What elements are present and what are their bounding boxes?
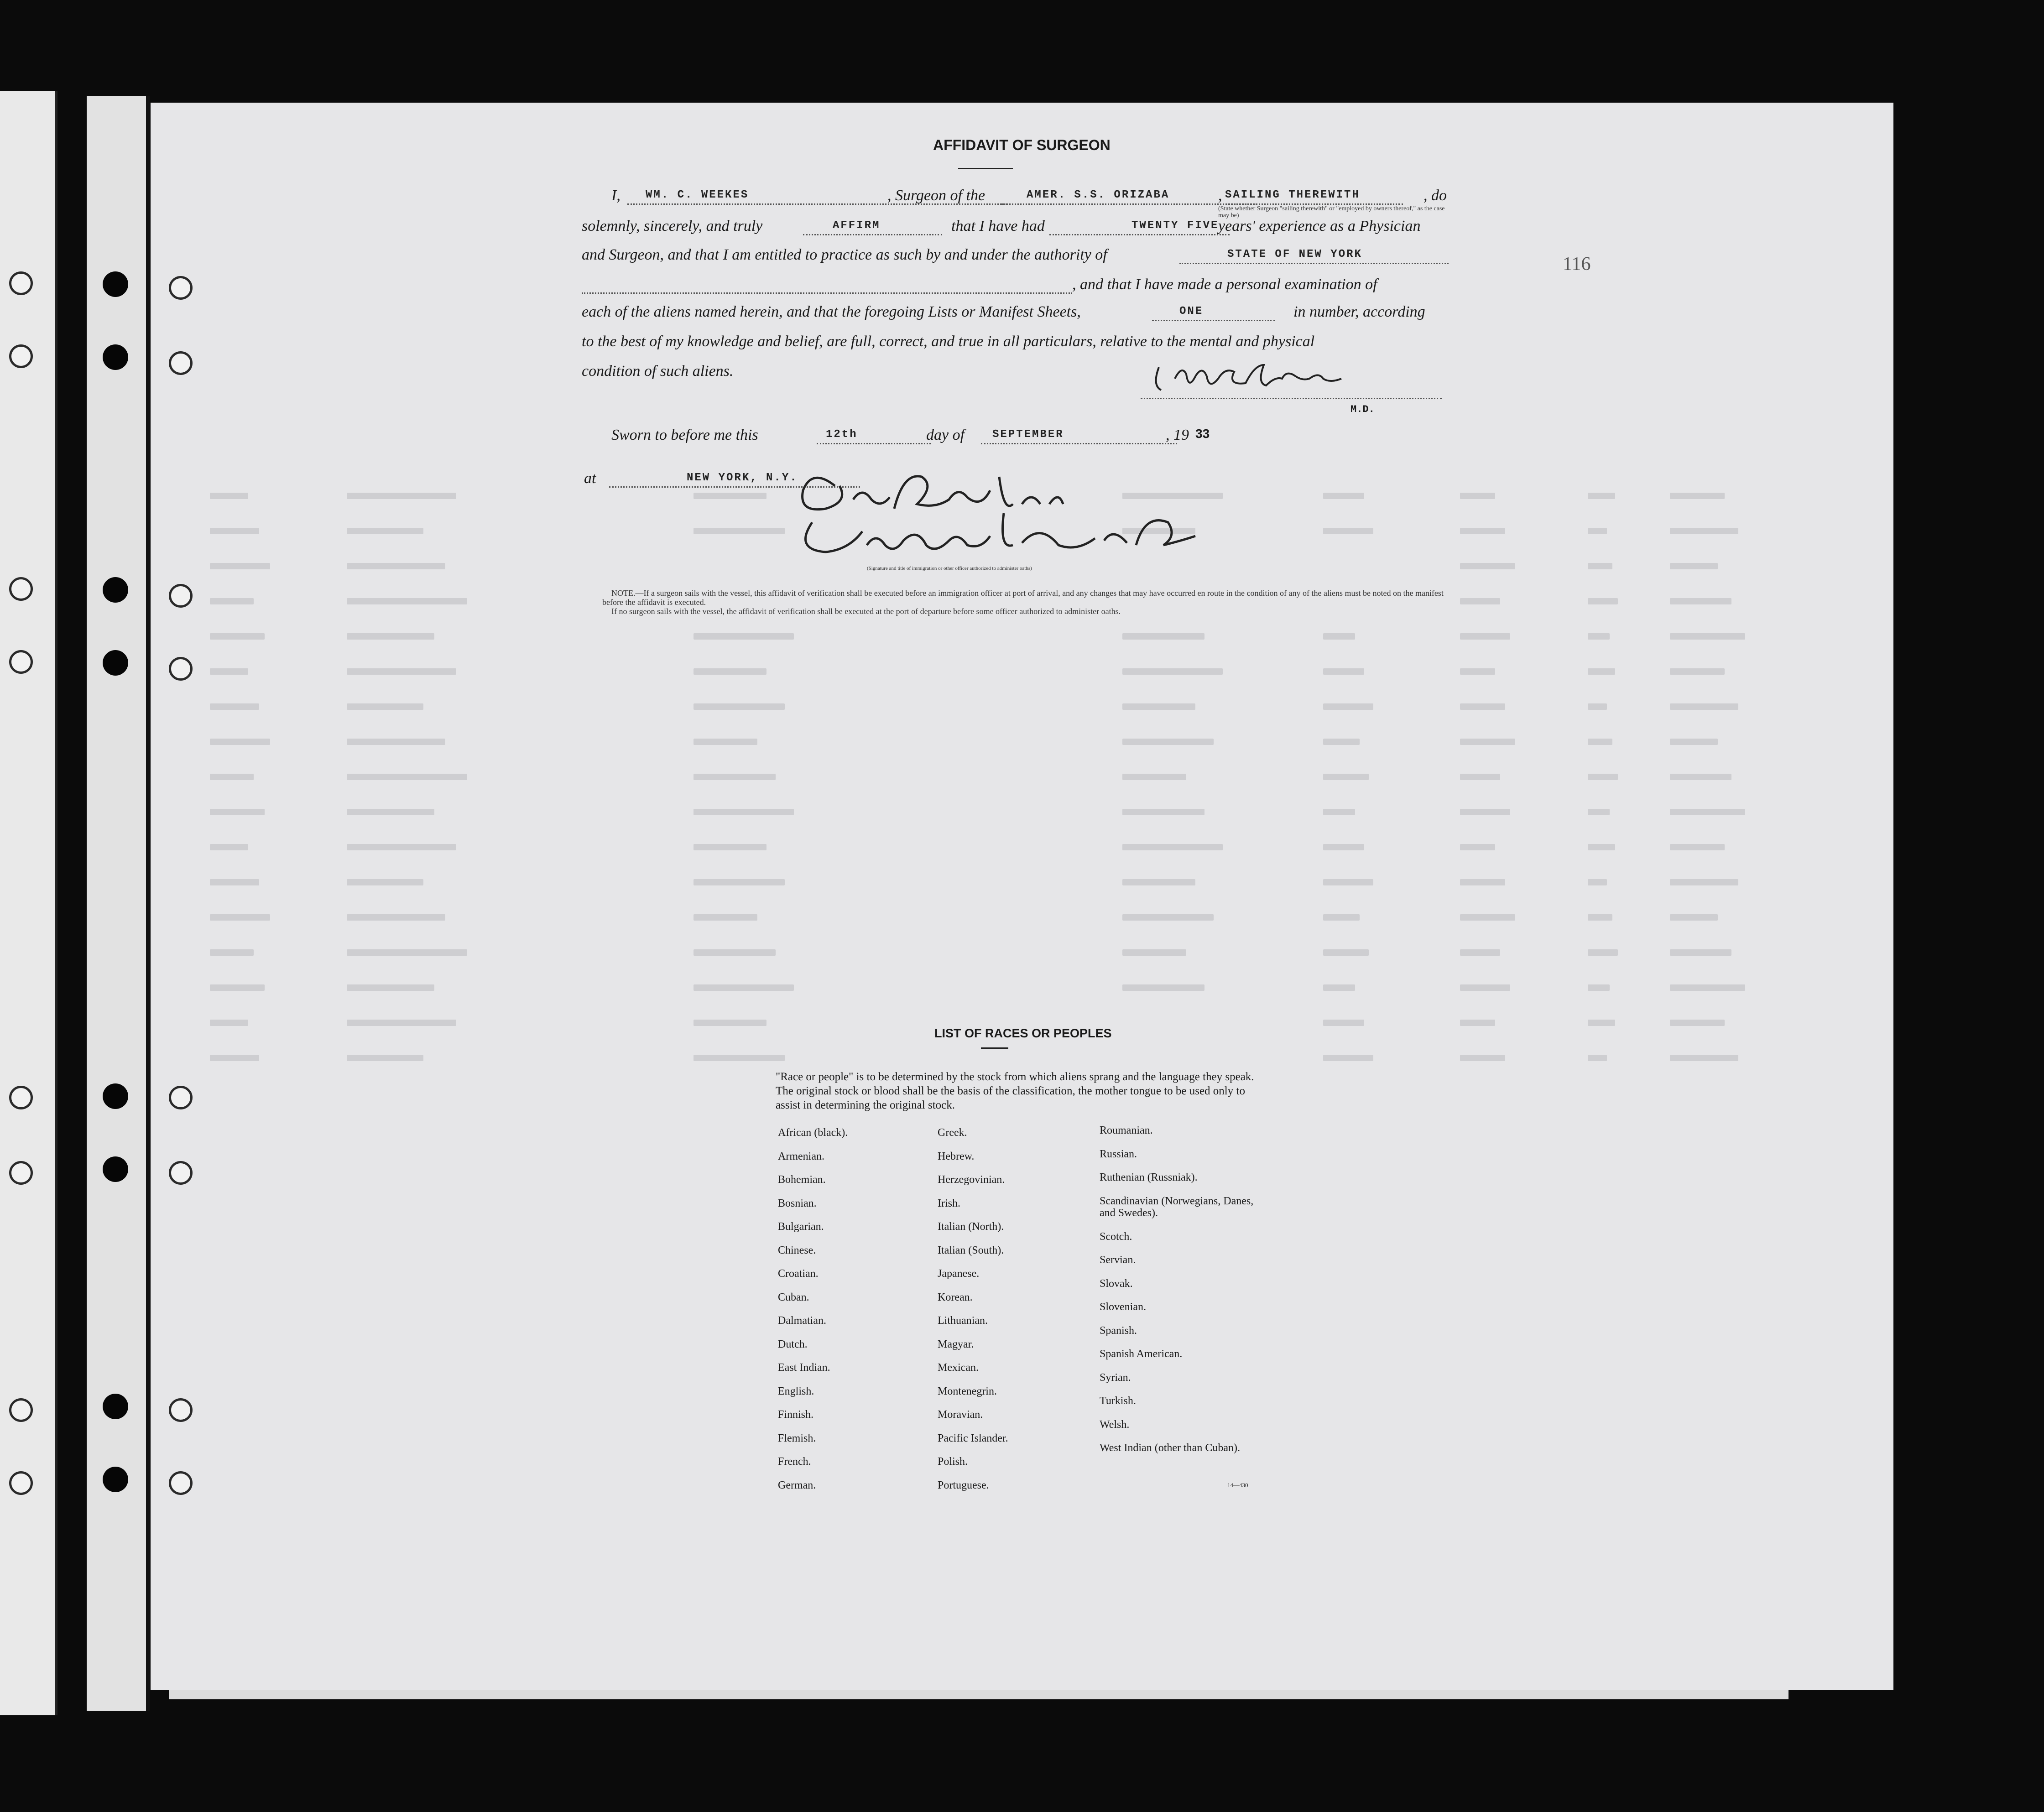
bleed-through-mark bbox=[1460, 528, 1505, 534]
text: , and that I have made a personal examination of bbox=[1072, 276, 1377, 293]
race-item: Dutch. bbox=[778, 1338, 808, 1350]
years-experience: TWENTY FIVE bbox=[1132, 219, 1219, 232]
race-item: Servian. bbox=[1100, 1254, 1136, 1266]
vessel-name: AMER. S.S. ORIZABA bbox=[1027, 189, 1170, 201]
bleed-through-mark bbox=[1670, 914, 1718, 921]
text: condition of such aliens. bbox=[582, 363, 734, 380]
fill-line bbox=[981, 443, 1177, 444]
licensing-authority: STATE OF NEW YORK bbox=[1227, 248, 1362, 260]
bleed-through-mark bbox=[1588, 949, 1618, 956]
race-item: Korean. bbox=[938, 1291, 973, 1303]
affidavit-line-2 bbox=[582, 218, 1449, 240]
bleed-through-mark bbox=[210, 984, 265, 991]
race-item: Hebrew. bbox=[938, 1150, 975, 1162]
adjacent-page-strip bbox=[0, 91, 57, 1715]
bleed-through-mark bbox=[1460, 1055, 1505, 1061]
bleed-through-mark bbox=[210, 774, 254, 780]
race-item: Japanese. bbox=[938, 1268, 980, 1280]
binder-hole bbox=[103, 344, 128, 370]
sworn-year: 33 bbox=[1195, 427, 1210, 441]
bleed-through-mark bbox=[1122, 809, 1204, 815]
bleed-through-mark bbox=[210, 949, 254, 956]
race-item: Portuguese. bbox=[938, 1479, 989, 1491]
binder-hole bbox=[169, 1161, 193, 1185]
race-item: Scandinavian (Norwegians, Danes, and Swedes). bbox=[1100, 1195, 1254, 1219]
bleed-through-mark bbox=[694, 528, 785, 534]
bleed-through-mark bbox=[1588, 914, 1612, 921]
bleed-through-mark bbox=[1323, 809, 1355, 815]
bleed-through-mark bbox=[1670, 879, 1738, 885]
binder-hole bbox=[103, 1467, 128, 1492]
binder-hole bbox=[9, 650, 33, 674]
officer-signature bbox=[785, 458, 1268, 568]
races-intro: "Race or people" is to be determined by the stock from which aliens sprang and the language they speak. The original stock or blood shall be the basis of the classification, the mother tongue to be used only to assist in determining the original stock. bbox=[776, 1071, 1254, 1111]
race-item: Welsh. bbox=[1100, 1418, 1130, 1431]
bleed-through-mark bbox=[1323, 1055, 1373, 1061]
race-item: Italian (North). bbox=[938, 1221, 1004, 1233]
binder-hole bbox=[103, 577, 128, 603]
bleed-through-mark bbox=[210, 914, 270, 921]
text: , Surgeon of the bbox=[887, 187, 986, 204]
race-item: Spanish American. bbox=[1100, 1348, 1183, 1360]
bleed-through-mark bbox=[210, 703, 259, 710]
bleed-through-mark bbox=[210, 739, 270, 745]
bleed-through-mark bbox=[1323, 528, 1373, 534]
bleed-through-mark bbox=[1460, 739, 1515, 745]
race-item: Slovenian. bbox=[1100, 1301, 1146, 1313]
bleed-through-mark bbox=[694, 668, 766, 675]
bleed-through-mark bbox=[694, 493, 766, 499]
races-column-2 bbox=[938, 1127, 1008, 1503]
text: to the best of my knowledge and belief, are full, correct, and true in all particulars, relative to the mental and physical bbox=[582, 333, 1315, 350]
binder-hole bbox=[103, 1156, 128, 1182]
bleed-through-mark bbox=[1588, 493, 1615, 499]
text: years' experience as a Physician bbox=[1218, 218, 1421, 234]
bleed-through-mark bbox=[1460, 598, 1500, 604]
bleed-through-mark bbox=[347, 633, 434, 640]
text: at bbox=[584, 470, 596, 487]
binder-hole bbox=[169, 657, 193, 681]
bleed-through-mark bbox=[1460, 493, 1495, 499]
text: in number, according bbox=[1293, 303, 1425, 320]
binder-hole bbox=[9, 271, 33, 295]
bleed-through-mark bbox=[1323, 703, 1373, 710]
race-item: Bulgarian. bbox=[778, 1221, 824, 1233]
bleed-through-mark bbox=[1588, 1020, 1615, 1026]
race-item: Flemish. bbox=[778, 1432, 816, 1444]
bleed-through-mark bbox=[1588, 633, 1610, 640]
bleed-through-mark bbox=[1122, 774, 1186, 780]
bleed-through-mark bbox=[347, 703, 423, 710]
race-item: Armenian. bbox=[778, 1150, 824, 1162]
bleed-through-mark bbox=[1122, 739, 1214, 745]
bleed-through-mark bbox=[1323, 949, 1369, 956]
race-item: Italian (South). bbox=[938, 1244, 1004, 1256]
race-item: African (black). bbox=[778, 1127, 848, 1139]
fill-line bbox=[817, 443, 931, 444]
race-item: Polish. bbox=[938, 1456, 968, 1468]
bleed-through-mark bbox=[694, 774, 776, 780]
sworn-month: SEPTEMBER bbox=[992, 428, 1064, 441]
bleed-through-mark bbox=[1670, 809, 1745, 815]
bleed-through-mark bbox=[347, 844, 456, 850]
race-item: Croatian. bbox=[778, 1268, 819, 1280]
bleed-through-mark bbox=[694, 739, 757, 745]
race-item: West Indian (other than Cuban). bbox=[1100, 1442, 1240, 1454]
race-item: Finnish. bbox=[778, 1409, 814, 1421]
race-item: Bosnian. bbox=[778, 1197, 817, 1209]
race-item: Lithuanian. bbox=[938, 1315, 988, 1327]
binder-hole bbox=[169, 1471, 193, 1495]
bleed-through-mark bbox=[1670, 633, 1745, 640]
bleed-through-mark bbox=[1323, 844, 1364, 850]
race-item: Moravian. bbox=[938, 1409, 983, 1421]
bleed-through-mark bbox=[694, 949, 776, 956]
bleed-through-mark bbox=[210, 1055, 259, 1061]
bleed-through-mark bbox=[1588, 984, 1610, 991]
bleed-through-mark bbox=[210, 844, 248, 850]
fill-line bbox=[1152, 320, 1275, 321]
bleed-through-mark bbox=[1122, 703, 1195, 710]
place: NEW YORK, N.Y. bbox=[687, 472, 798, 484]
bleed-through-mark bbox=[347, 528, 423, 534]
binder-hole bbox=[169, 1086, 193, 1109]
bleed-through-mark bbox=[1323, 493, 1364, 499]
bleed-through-mark bbox=[347, 668, 456, 675]
race-item: German. bbox=[778, 1479, 816, 1491]
races-title: LIST OF RACES OR PEOPLES bbox=[934, 1026, 1112, 1040]
bleed-through-mark bbox=[1460, 984, 1510, 991]
bleed-through-mark bbox=[1670, 739, 1718, 745]
bleed-through-mark bbox=[1460, 633, 1510, 640]
bleed-through-mark bbox=[1670, 984, 1745, 991]
bleed-through-mark bbox=[347, 879, 423, 885]
binder-hole bbox=[169, 276, 193, 300]
bleed-through-mark bbox=[1122, 668, 1223, 675]
binder-hole bbox=[9, 344, 33, 368]
bleed-through-mark bbox=[1588, 879, 1607, 885]
bleed-through-mark bbox=[1670, 528, 1738, 534]
fill-line bbox=[803, 234, 942, 235]
binder-hole bbox=[103, 271, 128, 297]
race-item: Slovak. bbox=[1100, 1277, 1133, 1290]
fill-line bbox=[1179, 263, 1449, 264]
bleed-through-mark bbox=[694, 1055, 785, 1061]
binder-hole bbox=[169, 351, 193, 375]
bleed-through-mark bbox=[1122, 844, 1223, 850]
signature-line bbox=[1141, 398, 1442, 399]
race-item: Ruthenian (Russniak). bbox=[1100, 1172, 1198, 1183]
bleed-through-mark bbox=[1588, 598, 1618, 604]
bleed-through-mark bbox=[347, 1020, 456, 1026]
bleed-through-mark bbox=[1460, 774, 1500, 780]
text: and Surgeon, and that I am entitled to practice as such by and under the authority of bbox=[582, 246, 1107, 263]
binder-hole bbox=[9, 1471, 33, 1495]
bleed-through-mark bbox=[1460, 949, 1500, 956]
title-underline bbox=[958, 168, 1013, 169]
bleed-through-mark bbox=[1460, 668, 1495, 675]
affidavit-note bbox=[602, 588, 1446, 616]
bleed-through-mark bbox=[1588, 668, 1615, 675]
bleed-through-mark bbox=[1460, 809, 1510, 815]
sailing-status: SAILING THEREWITH bbox=[1225, 189, 1360, 201]
text: Sworn to before me this bbox=[611, 427, 758, 443]
binder-hole bbox=[9, 1398, 33, 1422]
bleed-through-mark bbox=[1323, 739, 1360, 745]
races-column-3 bbox=[1100, 1125, 1264, 1466]
race-item: Bohemian. bbox=[778, 1174, 826, 1186]
race-item: Scotch. bbox=[1100, 1230, 1132, 1243]
bleed-through-mark bbox=[1122, 914, 1214, 921]
bleed-through-mark bbox=[1460, 1020, 1495, 1026]
binder-hole bbox=[103, 1083, 128, 1109]
race-item: Russian. bbox=[1100, 1148, 1137, 1160]
bleed-through-mark bbox=[347, 493, 456, 499]
bleed-through-mark bbox=[210, 563, 270, 569]
binder-hole bbox=[9, 1086, 33, 1109]
bleed-through-mark bbox=[1588, 563, 1612, 569]
bleed-through-mark bbox=[1122, 633, 1204, 640]
text: , bbox=[1218, 187, 1222, 204]
race-item: Mexican. bbox=[938, 1362, 979, 1374]
race-item: Turkish. bbox=[1100, 1395, 1136, 1407]
binder-hole bbox=[103, 1394, 128, 1419]
bleed-through-mark bbox=[347, 598, 467, 604]
sailing-note: (State whether Surgeon "sailing therewith" or "employed by owners thereof," as the case may be) bbox=[1218, 205, 1445, 219]
race-item: Pacific Islander. bbox=[938, 1432, 1008, 1444]
bleed-through-mark bbox=[347, 739, 445, 745]
bleed-through-mark bbox=[210, 809, 265, 815]
bleed-through-mark bbox=[210, 879, 259, 885]
bleed-through-mark bbox=[1323, 668, 1364, 675]
races-column-1 bbox=[778, 1127, 848, 1503]
bleed-through-mark bbox=[1670, 598, 1731, 604]
note-paragraph-2: If no surgeon sails with the vessel, the affidavit of verification shall be executed at the port of departure before some officer authorized to administer oaths. bbox=[611, 607, 1121, 616]
bleed-through-mark bbox=[1460, 563, 1515, 569]
binder-hole bbox=[103, 650, 128, 676]
bleed-through-mark bbox=[694, 633, 794, 640]
affidavit-line-6 bbox=[582, 333, 1449, 356]
note-paragraph-1: NOTE.—If a surgeon sails with the vessel, this affidavit of verification shall be executed before an immigration officer at port of arrival, and any changes that may have occurred en route in the condition of any of the aliens must be noted on the manifest before the affidavit is executed. bbox=[602, 588, 1444, 607]
sheet-count: ONE bbox=[1179, 305, 1204, 318]
bleed-through-mark bbox=[694, 703, 785, 710]
bleed-through-mark bbox=[210, 1020, 248, 1026]
bleed-through-mark bbox=[694, 844, 766, 850]
bleed-through-mark bbox=[694, 914, 757, 921]
race-item: Chinese. bbox=[778, 1244, 816, 1256]
bleed-through-mark bbox=[1588, 809, 1610, 815]
race-item: Roumanian. bbox=[1100, 1125, 1153, 1136]
binder-hole bbox=[9, 1161, 33, 1185]
race-item: Cuban. bbox=[778, 1291, 809, 1303]
bleed-through-mark bbox=[1122, 949, 1186, 956]
bleed-through-mark bbox=[1670, 1055, 1738, 1061]
bleed-through-mark bbox=[1588, 774, 1618, 780]
race-item: Greek. bbox=[938, 1127, 967, 1139]
bleed-through-mark bbox=[1670, 949, 1731, 956]
bleed-through-mark bbox=[1323, 879, 1373, 885]
bleed-through-mark bbox=[210, 493, 248, 499]
page-number: 116 bbox=[1563, 254, 1591, 275]
bleed-through-mark bbox=[694, 1020, 766, 1026]
bleed-through-mark bbox=[347, 563, 445, 569]
bleed-through-mark bbox=[210, 598, 254, 604]
text: day of bbox=[926, 427, 965, 443]
race-item: Spanish. bbox=[1100, 1324, 1137, 1337]
race-item: French. bbox=[778, 1456, 811, 1468]
bleed-through-mark bbox=[210, 528, 259, 534]
binder-hole bbox=[9, 577, 33, 601]
fill-line bbox=[1049, 234, 1230, 235]
bleed-through-mark bbox=[1670, 844, 1725, 850]
race-item: Dalmatian. bbox=[778, 1315, 826, 1327]
bleed-through-mark bbox=[1460, 914, 1515, 921]
race-item: East Indian. bbox=[778, 1362, 830, 1374]
bleed-through-mark bbox=[210, 633, 265, 640]
binder-hole bbox=[169, 584, 193, 608]
bleed-through-mark bbox=[1670, 703, 1738, 710]
bleed-through-mark bbox=[1670, 668, 1725, 675]
sworn-line bbox=[611, 427, 1478, 449]
bleed-through-mark bbox=[347, 774, 467, 780]
race-item: Montenegrin. bbox=[938, 1385, 997, 1397]
bleed-through-mark bbox=[694, 984, 794, 991]
bleed-through-mark bbox=[347, 949, 467, 956]
bleed-through-mark bbox=[1323, 774, 1369, 780]
bleed-through-mark bbox=[1588, 1055, 1607, 1061]
surgeon-signature bbox=[1150, 358, 1387, 401]
bleed-through-mark bbox=[347, 809, 434, 815]
bleed-through-mark bbox=[1122, 879, 1195, 885]
officer-caption: (Signature and title of immigration or other officer authorized to administer oaths) bbox=[867, 566, 1032, 571]
text: that I have had bbox=[951, 218, 1045, 234]
fill-line bbox=[582, 292, 1072, 294]
races-title-underline bbox=[981, 1047, 1008, 1049]
affidavit-line-3 bbox=[582, 246, 1449, 269]
bleed-through-mark bbox=[694, 879, 785, 885]
bleed-through-mark bbox=[1588, 703, 1607, 710]
bleed-through-mark bbox=[1323, 984, 1355, 991]
bleed-through-mark bbox=[1323, 914, 1360, 921]
bleed-through-mark bbox=[1670, 563, 1718, 569]
text: , do bbox=[1424, 187, 1447, 204]
bleed-through-mark bbox=[1460, 879, 1505, 885]
form-number: 14—430 bbox=[1227, 1482, 1248, 1489]
bleed-through-mark bbox=[1122, 984, 1204, 991]
bleed-through-mark bbox=[1323, 633, 1355, 640]
race-item: Syrian. bbox=[1100, 1371, 1131, 1384]
md-suffix: M.D. bbox=[1350, 404, 1375, 415]
text: solemnly, sincerely, and truly bbox=[582, 218, 763, 234]
surgeon-name: WM. C. WEEKES bbox=[646, 189, 749, 201]
bleed-through-mark bbox=[1670, 493, 1725, 499]
bleed-through-mark bbox=[1670, 1020, 1725, 1026]
sworn-day: 12th bbox=[826, 428, 858, 441]
fill-line bbox=[1223, 203, 1403, 205]
race-item: Herzegovinian. bbox=[938, 1174, 1005, 1186]
bleed-through-mark bbox=[1323, 1020, 1364, 1026]
text: I, bbox=[611, 187, 620, 204]
affidavit-line-4 bbox=[582, 276, 1449, 299]
bleed-through-mark bbox=[694, 809, 794, 815]
race-item: Irish. bbox=[938, 1197, 960, 1209]
binder-hole bbox=[169, 1398, 193, 1422]
race-item: Magyar. bbox=[938, 1338, 974, 1350]
affidavit-line-5 bbox=[582, 303, 1449, 326]
bleed-through-mark bbox=[347, 914, 445, 921]
oath-word: AFFIRM bbox=[833, 219, 881, 232]
bleed-through-mark bbox=[1588, 739, 1612, 745]
bleed-through-mark bbox=[1670, 774, 1731, 780]
race-item: English. bbox=[778, 1385, 814, 1397]
bleed-through-mark bbox=[210, 668, 248, 675]
bleed-through-mark bbox=[1460, 844, 1495, 850]
bleed-through-mark bbox=[347, 984, 434, 991]
text: , 19 bbox=[1166, 427, 1189, 443]
bleed-through-mark bbox=[1588, 844, 1615, 850]
text: each of the aliens named herein, and that the foregoing Lists or Manifest Sheets, bbox=[582, 303, 1081, 320]
bleed-through-mark bbox=[347, 1055, 423, 1061]
bleed-through-mark bbox=[1588, 528, 1607, 534]
bleed-through-mark bbox=[1460, 703, 1505, 710]
affidavit-title: AFFIDAVIT OF SURGEON bbox=[933, 137, 1111, 153]
